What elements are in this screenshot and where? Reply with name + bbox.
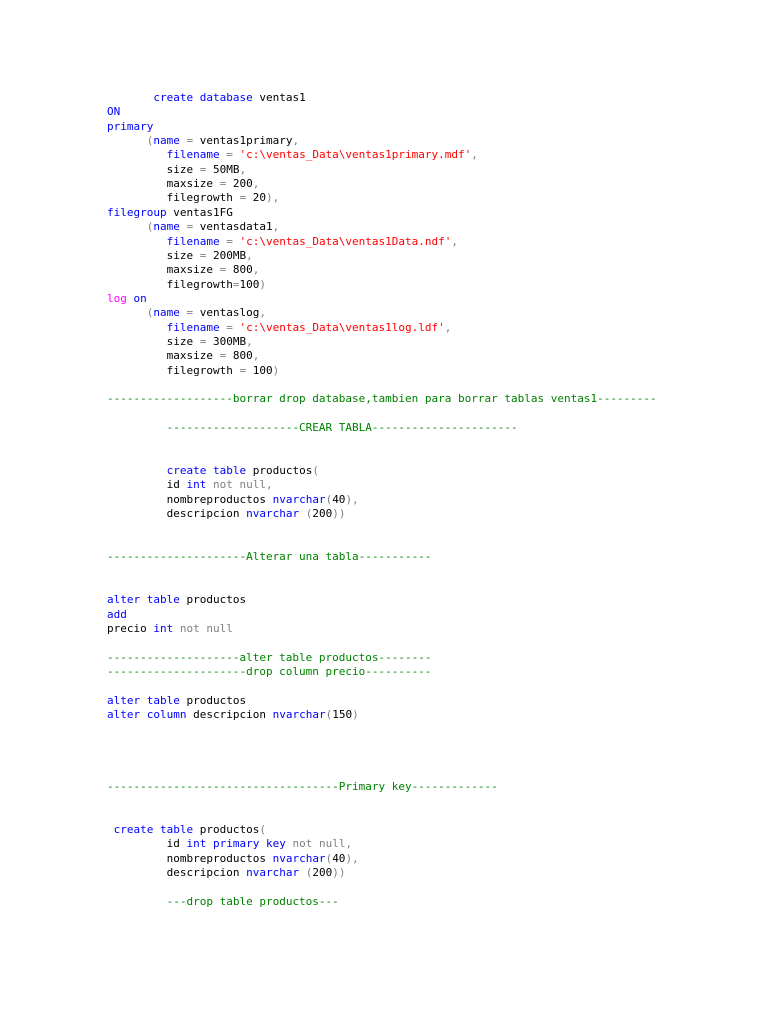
code-token: name bbox=[153, 306, 180, 320]
code-token: maxsize bbox=[166, 349, 220, 363]
code-line bbox=[107, 694, 246, 708]
code-token: = bbox=[232, 277, 240, 291]
code-indent bbox=[107, 191, 167, 204]
code-token bbox=[180, 306, 187, 319]
code-token: name bbox=[153, 220, 180, 234]
code-line bbox=[107, 550, 432, 564]
code-indent bbox=[107, 306, 147, 319]
code-indent bbox=[107, 349, 167, 362]
code-token bbox=[180, 134, 187, 147]
code-token: on bbox=[133, 291, 147, 305]
code-indent bbox=[107, 364, 167, 377]
code-token: maxsize bbox=[166, 177, 220, 191]
code-token: 40 bbox=[332, 851, 346, 865]
code-token: )) bbox=[332, 507, 346, 521]
code-line bbox=[107, 235, 458, 249]
code-token: )) bbox=[332, 865, 346, 879]
code-line bbox=[107, 651, 432, 665]
code-line bbox=[107, 837, 352, 851]
code-token: ventaslog bbox=[193, 306, 260, 320]
code-token: maxsize bbox=[166, 263, 220, 277]
code-line bbox=[107, 866, 345, 880]
code-token: ON bbox=[107, 105, 121, 119]
code-indent bbox=[107, 866, 167, 879]
code-token: = bbox=[226, 148, 233, 162]
code-token: ( bbox=[312, 464, 319, 478]
code-token: --------------------alter table productos-------- bbox=[107, 650, 432, 664]
code-token: nvarchar bbox=[272, 708, 326, 722]
code-indent bbox=[107, 177, 167, 190]
code-token bbox=[193, 91, 200, 104]
code-token: ---------------------Alterar una tabla----------- bbox=[107, 550, 432, 564]
code-token: , bbox=[252, 177, 260, 191]
code-token: name bbox=[153, 134, 180, 148]
code-token: ), bbox=[345, 851, 359, 865]
code-token: nombreproductos bbox=[166, 492, 273, 506]
code-token bbox=[299, 866, 306, 879]
code-line bbox=[107, 852, 359, 866]
code-token: ( bbox=[305, 507, 313, 521]
code-token: filegroup bbox=[107, 205, 167, 219]
code-indent bbox=[107, 478, 167, 491]
code-indent bbox=[107, 134, 147, 147]
code-token: null, bbox=[239, 478, 273, 492]
code-token: primary bbox=[107, 119, 154, 133]
code-token: not bbox=[212, 478, 233, 492]
code-token: alter bbox=[107, 593, 141, 607]
code-line bbox=[107, 278, 266, 292]
code-token: add bbox=[107, 607, 127, 621]
code-token: = bbox=[219, 349, 227, 363]
code-line bbox=[107, 421, 518, 435]
code-token: nombreproductos bbox=[166, 851, 273, 865]
code-line bbox=[107, 148, 478, 162]
code-line bbox=[107, 493, 359, 507]
code-indent bbox=[107, 464, 167, 477]
code-line bbox=[107, 392, 657, 406]
code-token: 20 bbox=[246, 191, 266, 205]
code-token: = bbox=[219, 263, 227, 277]
code-token: id bbox=[166, 837, 187, 851]
code-token: 800 bbox=[226, 263, 253, 277]
code-token: database bbox=[199, 91, 253, 104]
code-token: create bbox=[166, 464, 207, 478]
code-indent bbox=[107, 235, 167, 248]
code-token: productos bbox=[179, 693, 247, 707]
code-line bbox=[107, 206, 233, 220]
code-token: table bbox=[160, 822, 194, 836]
code-token: primary bbox=[212, 837, 260, 851]
code-token: size bbox=[166, 334, 200, 348]
code-line bbox=[107, 478, 273, 492]
code-token: , bbox=[451, 234, 459, 248]
code-token: 40 bbox=[332, 492, 346, 506]
code-token: , bbox=[252, 349, 260, 363]
code-token: ( bbox=[325, 851, 333, 865]
code-token: ), bbox=[345, 492, 359, 506]
code-indent bbox=[107, 895, 167, 908]
code-line bbox=[107, 220, 279, 234]
code-token bbox=[153, 823, 160, 836]
code-token: descripcion bbox=[166, 865, 247, 879]
code-indent bbox=[107, 163, 167, 176]
code-line bbox=[107, 364, 279, 378]
code-token bbox=[140, 593, 147, 606]
code-token: productos bbox=[179, 593, 247, 607]
code-token: , bbox=[444, 320, 452, 334]
code-token: , bbox=[239, 162, 247, 176]
code-token: ( bbox=[146, 134, 154, 148]
code-token bbox=[259, 837, 266, 850]
code-token: null, bbox=[318, 837, 353, 851]
code-line bbox=[107, 507, 345, 521]
code-token bbox=[206, 464, 213, 477]
code-line bbox=[107, 349, 259, 363]
code-token: ventas1FG bbox=[166, 205, 233, 219]
code-token: alter bbox=[107, 693, 141, 707]
code-token: ) bbox=[272, 363, 280, 377]
code-token: 200 bbox=[226, 177, 253, 191]
code-token: ventas1primary bbox=[193, 134, 293, 148]
code-token: 150 bbox=[332, 708, 353, 722]
code-token: ), bbox=[265, 191, 280, 205]
code-token: descripcion bbox=[166, 507, 247, 521]
code-line bbox=[107, 593, 246, 607]
code-token: = bbox=[199, 162, 207, 176]
code-token bbox=[173, 622, 180, 635]
code-token: = bbox=[186, 220, 194, 234]
code-indent bbox=[107, 335, 167, 348]
code-line bbox=[107, 464, 319, 478]
code-line bbox=[107, 306, 266, 320]
code-token: log bbox=[107, 291, 127, 305]
code-token bbox=[140, 708, 147, 721]
code-token: = bbox=[186, 306, 194, 320]
code-line bbox=[107, 191, 279, 205]
code-token: not bbox=[179, 621, 200, 635]
code-line bbox=[107, 622, 233, 636]
code-indent bbox=[107, 507, 167, 520]
code-indent bbox=[107, 823, 114, 836]
code-token: ) bbox=[352, 708, 359, 722]
code-token: = bbox=[239, 363, 247, 377]
code-token: 'c:\ventas_Data\ventas1primary.mdf' bbox=[239, 148, 472, 162]
code-line bbox=[107, 91, 306, 105]
code-token: = bbox=[199, 334, 207, 348]
code-line bbox=[107, 335, 253, 349]
code-token: , bbox=[246, 248, 253, 262]
code-token: --------------------CREAR TABLA---------------------- bbox=[166, 421, 518, 435]
code-token: ) bbox=[259, 277, 266, 291]
code-line bbox=[107, 263, 259, 277]
code-indent bbox=[107, 278, 167, 291]
code-token: nvarchar bbox=[246, 507, 300, 521]
code-line bbox=[107, 105, 120, 119]
code-line bbox=[107, 134, 299, 148]
code-token: , bbox=[246, 334, 253, 348]
code-token bbox=[206, 837, 213, 850]
code-line bbox=[107, 665, 432, 679]
code-token: -------------------borrar drop database,tambien para borrar tablas ventas1--------- bbox=[107, 392, 657, 406]
code-token: precio bbox=[107, 621, 154, 635]
code-token: 50MB bbox=[206, 162, 240, 176]
code-token: filename bbox=[166, 148, 220, 162]
code-token: nvarchar bbox=[272, 492, 326, 506]
code-token: 'c:\ventas_Data\ventas1log.ldf' bbox=[239, 320, 445, 334]
code-token: nvarchar bbox=[272, 851, 326, 865]
code-token: , bbox=[259, 306, 266, 320]
code-line bbox=[107, 249, 253, 263]
code-token bbox=[206, 478, 213, 491]
code-token: 300MB bbox=[206, 334, 247, 348]
code-token: not bbox=[292, 837, 313, 851]
code-token: id bbox=[166, 478, 187, 492]
code-token: create bbox=[113, 822, 154, 836]
code-token: ventasdata1 bbox=[193, 220, 273, 234]
code-token: int bbox=[153, 621, 174, 635]
code-line bbox=[107, 292, 147, 306]
code-token: size bbox=[166, 162, 200, 176]
code-line bbox=[107, 708, 359, 722]
code-indent bbox=[107, 837, 167, 850]
code-token: ( bbox=[146, 306, 154, 320]
code-token: -----------------------------------Primary key------------- bbox=[107, 779, 498, 793]
code-token: 800 bbox=[226, 349, 253, 363]
code-token: descripcion bbox=[186, 708, 273, 722]
code-token: = bbox=[226, 234, 233, 248]
code-token: ( bbox=[305, 865, 313, 879]
code-token bbox=[312, 837, 319, 850]
code-indent bbox=[107, 263, 167, 276]
code-token: = bbox=[239, 191, 247, 205]
code-token: ( bbox=[325, 492, 333, 506]
code-line bbox=[107, 780, 498, 794]
code-token: filegrowth bbox=[166, 191, 240, 205]
code-token: = bbox=[226, 320, 233, 334]
code-token: , bbox=[471, 148, 478, 162]
code-token: filename bbox=[166, 234, 220, 248]
code-token: , bbox=[292, 134, 300, 148]
code-token: ventas1 bbox=[252, 91, 306, 104]
code-indent bbox=[107, 220, 147, 233]
code-token: filegrowth bbox=[166, 277, 233, 291]
code-token: = bbox=[199, 248, 207, 262]
code-token: alter bbox=[107, 708, 141, 722]
code-token: = bbox=[186, 134, 194, 148]
code-token: int bbox=[186, 478, 207, 492]
code-token: null bbox=[206, 621, 233, 635]
code-token bbox=[299, 507, 306, 520]
code-token: key bbox=[265, 837, 286, 851]
code-token: = bbox=[219, 177, 227, 191]
code-token: create bbox=[153, 91, 194, 104]
code-token: , bbox=[272, 220, 280, 234]
code-token bbox=[140, 694, 147, 707]
code-token: table bbox=[146, 593, 180, 607]
code-token: 200 bbox=[312, 865, 333, 879]
code-token: size bbox=[166, 248, 200, 262]
code-line bbox=[107, 120, 153, 134]
code-line bbox=[107, 608, 127, 622]
code-line bbox=[107, 321, 451, 335]
code-token: ( bbox=[146, 220, 154, 234]
code-indent bbox=[107, 493, 167, 506]
code-token bbox=[127, 292, 134, 305]
code-indent bbox=[107, 321, 167, 334]
code-line bbox=[107, 895, 339, 909]
code-token: filegrowth bbox=[166, 363, 240, 377]
code-token: filename bbox=[166, 320, 220, 334]
code-token: productos bbox=[246, 464, 313, 478]
code-token: ( bbox=[259, 822, 266, 836]
code-token: ---------------------drop column precio---------- bbox=[107, 665, 432, 678]
code-token: int bbox=[186, 837, 207, 851]
code-token: , bbox=[252, 263, 260, 277]
code-indent bbox=[107, 148, 167, 161]
code-token: nvarchar bbox=[246, 865, 300, 879]
code-indent bbox=[107, 249, 167, 262]
code-indent bbox=[107, 91, 153, 104]
code-token: table bbox=[212, 464, 247, 478]
code-token: ---drop table productos--- bbox=[166, 894, 339, 908]
code-token: 200 bbox=[312, 507, 333, 521]
code-token: column bbox=[146, 708, 187, 722]
code-line bbox=[107, 177, 259, 191]
code-token: productos bbox=[193, 822, 260, 836]
code-token: table bbox=[146, 693, 180, 707]
code-token: ( bbox=[325, 708, 333, 722]
code-indent bbox=[107, 421, 167, 434]
code-token: 'c:\ventas_Data\ventas1Data.ndf' bbox=[239, 234, 452, 248]
code-token: 100 bbox=[246, 363, 273, 377]
code-token bbox=[180, 220, 187, 233]
code-line bbox=[107, 823, 266, 837]
code-indent bbox=[107, 852, 167, 865]
code-line bbox=[107, 163, 246, 177]
code-token: 200MB bbox=[206, 248, 247, 262]
code-token: 100 bbox=[239, 277, 260, 291]
